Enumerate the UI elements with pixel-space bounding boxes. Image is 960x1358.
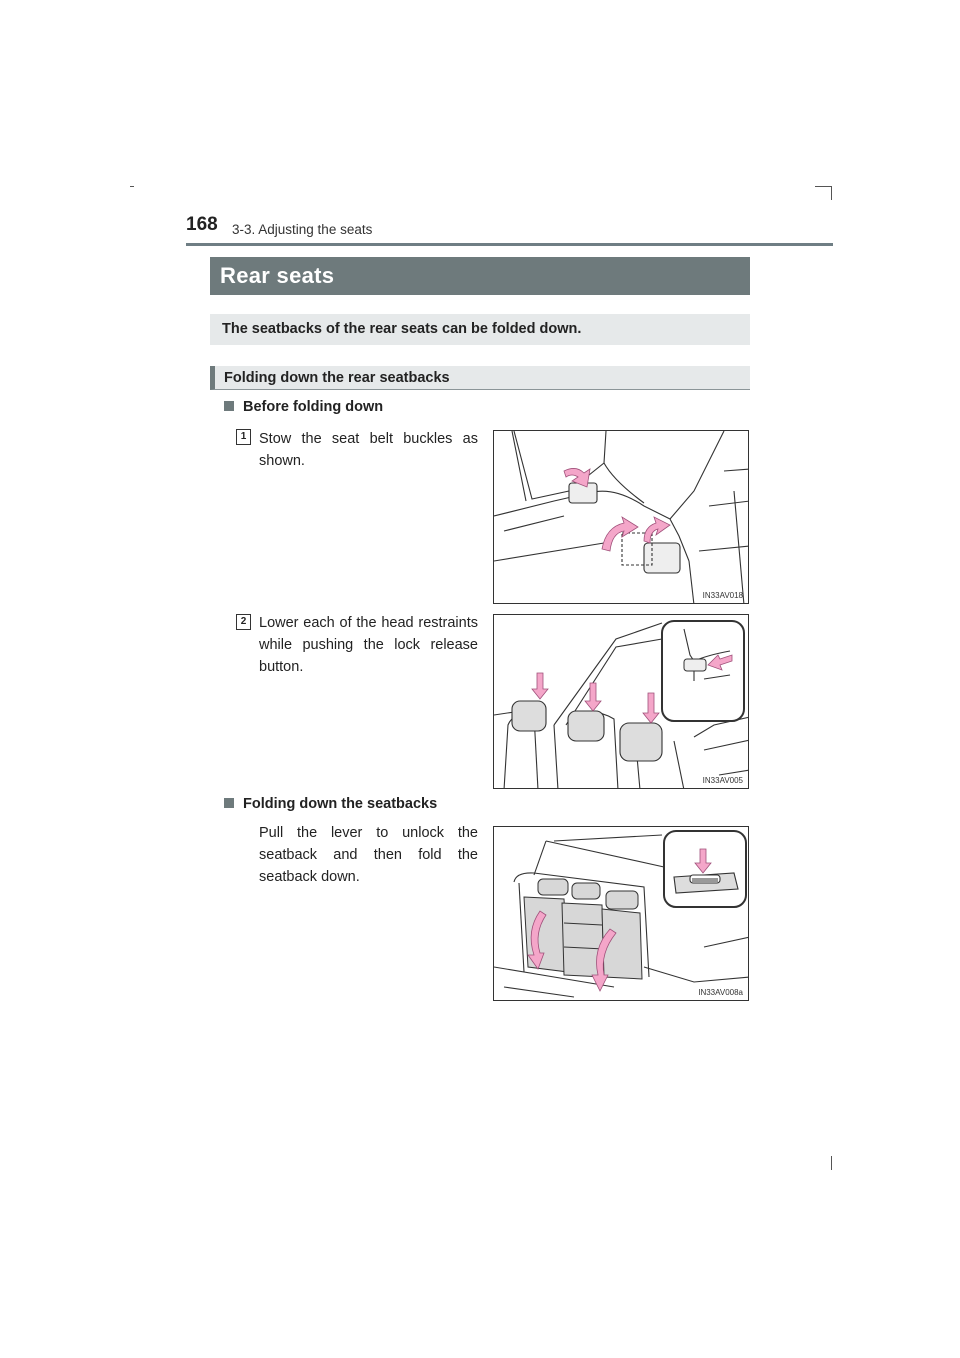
step-2-text: Lower each of the head restraints while pushing the lock release button. (259, 615, 478, 675)
step-number-1: 1 (236, 429, 251, 445)
figure-code-1: IN33AV018 (702, 591, 743, 600)
subheading-before-folding: Before folding down (224, 399, 383, 415)
subheading-folding-seatbacks: Folding down the seatbacks (224, 796, 437, 812)
figure-head-restraints (493, 614, 749, 789)
section-intro: The seatbacks of the rear seats can be folded down. (210, 314, 750, 345)
seat-belt-buckle-illustration (494, 431, 749, 604)
crop-mark-top-right-h (815, 186, 831, 187)
crop-mark-bottom-right-v (831, 1156, 832, 1170)
page-number: 168 (186, 214, 218, 235)
folding-seatbacks-text: Pull the lever to unlock the seatback and then fold the seatback down. (259, 825, 478, 885)
breadcrumb: 3-3. Adjusting the seats (232, 222, 373, 237)
figure-code-3: IN33AV008a (698, 988, 743, 997)
section-title: Rear seats (210, 257, 750, 295)
subsection-title: Folding down the rear seatbacks (210, 366, 750, 390)
figure-code-2: IN33AV005 (702, 776, 743, 785)
square-bullet-icon (224, 798, 234, 808)
step-1-text: Stow the seat belt buckles as shown. (259, 431, 478, 469)
square-bullet-icon (224, 401, 234, 411)
figure-seat-belt-buckles (493, 430, 749, 604)
crop-mark-top-left (130, 186, 134, 187)
figure-fold-seatbacks (493, 826, 749, 1001)
step-number-2: 2 (236, 614, 251, 630)
crop-mark-top-right-v (831, 186, 832, 200)
head-restraint-illustration (494, 615, 749, 789)
fold-seatback-illustration (494, 827, 749, 1001)
header-rule (186, 243, 833, 246)
